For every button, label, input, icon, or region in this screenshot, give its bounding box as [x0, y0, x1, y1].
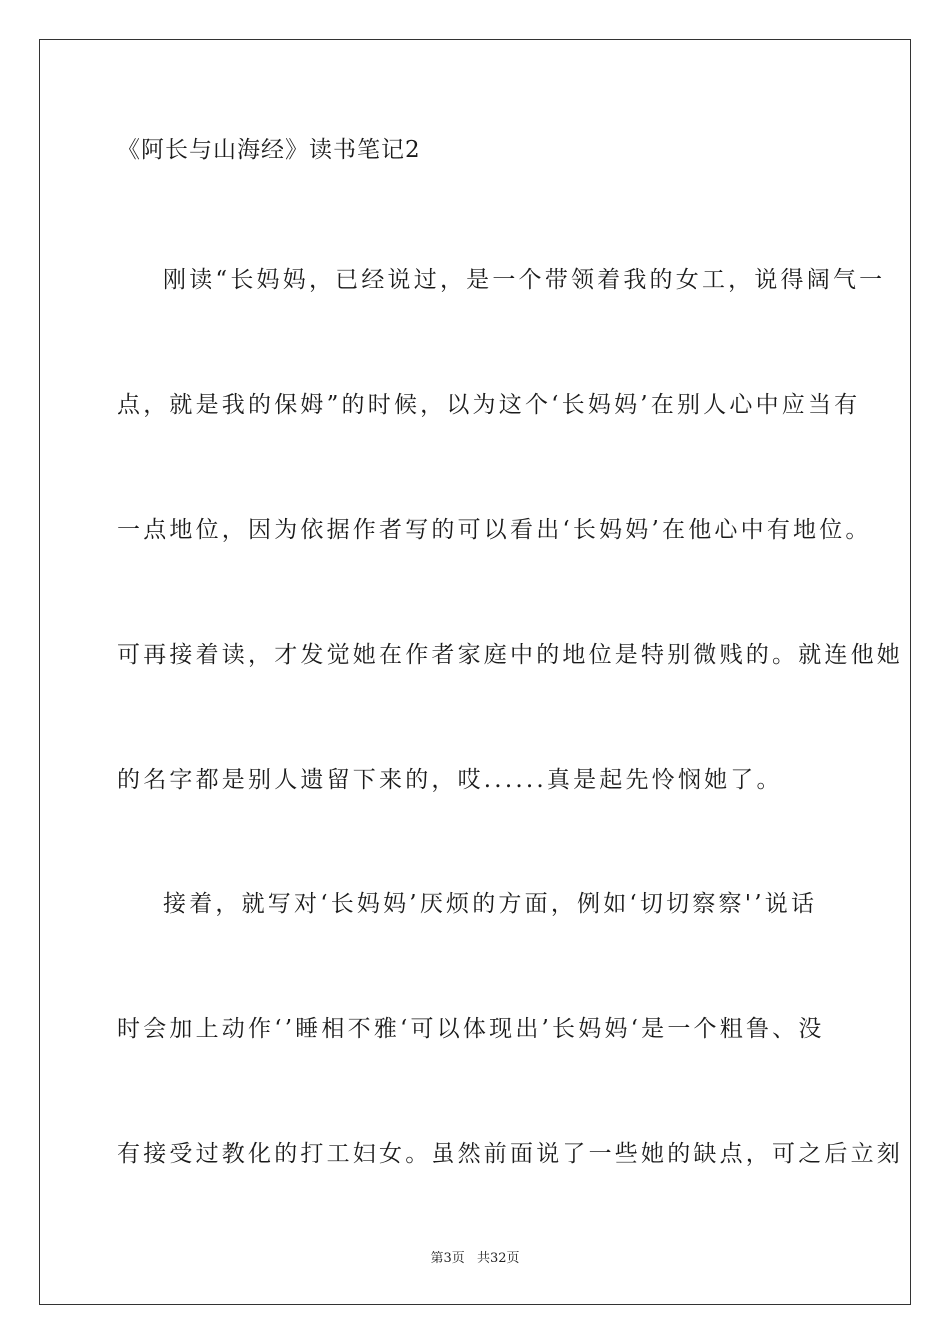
paragraph-1-line-3: 一点地位，因为依据作者写的可以看出‘长妈妈’在他心中有地位。: [117, 517, 872, 543]
paragraph-1-line-5: 的名字都是别人遗留下来的，哎......真是起先怜悯她了。: [117, 767, 783, 793]
paragraph-1-line-4: 可再接着读，才发觉她在作者家庭中的地位是特别微贱的。就连他她: [117, 642, 903, 668]
paragraph-1-line-2: 点，就是我的保姆”的时候，以为这个‘长妈妈’在别人心中应当有: [117, 392, 861, 418]
paragraph-2-line-2: 时会加上动作‘’睡相不雅‘可以体现出’长妈妈‘是一个粗鲁、没: [117, 1016, 825, 1042]
paragraph-1-line-1: 刚读“长妈妈，已经说过，是一个带领着我的女工，说得阔气一: [163, 267, 886, 293]
paragraph-2-line-3: 有接受过教化的打工妇女。虽然前面说了一些她的缺点，可之后立刻: [117, 1141, 903, 1167]
paragraph-2-line-1: 接着，就写对‘长妈妈’厌烦的方面，例如‘切切察察'’说话: [163, 891, 818, 917]
page-number: 第3页: [430, 1251, 465, 1266]
page-footer: [0, 1247, 950, 1266]
document-title: 《阿长与山海经》读书笔记2: [117, 137, 421, 163]
page-total: 共32页: [476, 1251, 520, 1266]
page-border: [39, 39, 911, 1305]
